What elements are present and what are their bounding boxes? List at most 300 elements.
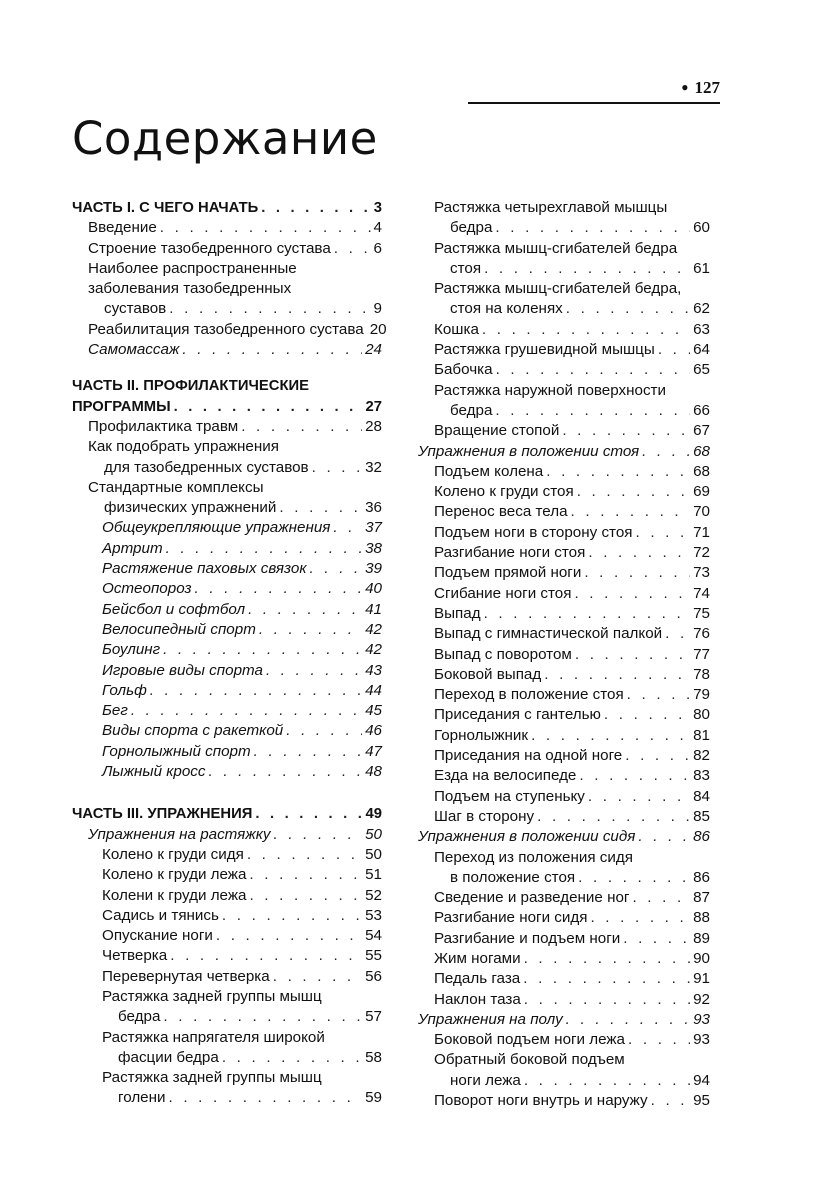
toc-entry[interactable]: [418, 239, 710, 280]
toc-leader-row: [434, 462, 710, 482]
toc-entry-line: Растяжка мышц-сгибателей бедра,: [434, 280, 682, 298]
dot-leader: [537, 807, 690, 827]
toc-entry[interactable]: [418, 624, 710, 644]
toc-column-left: [72, 198, 387, 1109]
toc-page-number: 95: [693, 1092, 710, 1110]
toc-entry[interactable]: [418, 665, 710, 685]
toc-entry-title: Профилактика травм: [88, 417, 239, 435]
toc-leader-row: [434, 1071, 710, 1091]
toc-leader-row: [434, 401, 710, 421]
toc-entry-line: Растяжка наружной поверхности: [434, 381, 666, 399]
dot-leader: [310, 559, 363, 579]
toc-entry[interactable]: [418, 1010, 710, 1030]
toc-entry[interactable]: [418, 543, 710, 563]
dot-leader: [249, 865, 362, 885]
toc-leader-row: [102, 600, 382, 620]
toc-entry[interactable]: [418, 807, 710, 827]
toc-entry-title: суставов: [104, 300, 167, 318]
toc-leader-row: [434, 766, 710, 786]
toc-page-number: 79: [693, 686, 710, 704]
dot-leader: [254, 742, 362, 762]
dot-leader: [248, 600, 362, 620]
toc-page-number: 69: [693, 483, 710, 501]
toc-entry[interactable]: [72, 701, 382, 721]
toc-entry-title: Подъем на ступеньку: [434, 787, 585, 805]
toc-page-number: 28: [365, 417, 382, 435]
toc-page-number: 67: [693, 422, 710, 440]
toc-entry-title: ПРОГРАММЫ: [72, 398, 171, 415]
toc-leader-row: [434, 259, 710, 279]
toc-entry[interactable]: [72, 437, 382, 478]
toc-leader-row: [88, 417, 382, 437]
toc-entry-title: Садись и тянись: [102, 906, 219, 924]
toc-leader-row: [434, 908, 710, 928]
dot-leader: [590, 908, 690, 928]
toc-entry-title: Упражнения в положении стоя: [418, 442, 640, 460]
toc-leader-row: [418, 827, 710, 847]
dot-leader: [636, 523, 691, 543]
toc-entry-title: Горнолыжный спорт: [102, 742, 251, 760]
toc-page-number: 94: [693, 1071, 710, 1089]
dot-leader: [334, 239, 371, 259]
toc-entry-title: Упражнения на растяжку: [88, 825, 271, 843]
toc-page-number: 36: [365, 499, 382, 517]
dot-leader: [496, 360, 691, 380]
toc-entry-title: голени: [118, 1089, 166, 1107]
toc-entry[interactable]: [72, 539, 382, 559]
dot-leader: [588, 543, 690, 563]
dot-leader: [286, 721, 362, 741]
toc-page-number: 84: [693, 787, 710, 805]
toc-page-number: 70: [693, 503, 710, 521]
toc-page-number: 3: [373, 200, 382, 216]
toc-entry[interactable]: [418, 827, 710, 847]
toc-leader-row: [434, 482, 710, 502]
toc-leader-row: [102, 518, 382, 538]
toc-entry[interactable]: [418, 482, 710, 502]
toc-page-number: 75: [693, 604, 710, 622]
toc-page-number: 64: [693, 341, 710, 359]
toc-page-number: 60: [693, 219, 710, 237]
dot-leader: [255, 804, 362, 824]
toc-leader-row: [102, 1048, 382, 1068]
toc-entry-title: Выпад с поворотом: [434, 645, 572, 663]
dot-leader: [222, 906, 362, 926]
toc-page-number: 80: [693, 706, 710, 724]
toc-leader-row: [418, 1010, 710, 1030]
toc-entry[interactable]: [418, 1050, 710, 1091]
toc-page-number: 46: [365, 722, 382, 740]
toc-entry-title: Перевернутая четверка: [102, 967, 270, 985]
toc-page-number: 45: [365, 702, 382, 720]
toc-entry-title: Колено к груди лежа: [102, 866, 247, 884]
toc-leader-row: [88, 239, 382, 259]
toc-page-number: 49: [365, 806, 382, 823]
dot-leader: [562, 421, 690, 441]
toc-entry-title: Реабилитация тазобедренного сустава: [88, 320, 364, 338]
toc-entry[interactable]: [72, 579, 382, 599]
toc-entry[interactable]: [72, 946, 382, 966]
toc-entry-title: Бабочка: [434, 361, 493, 379]
toc-page-number: 92: [693, 990, 710, 1008]
toc-page-number: 51: [365, 866, 382, 884]
toc-leader-row: [434, 685, 710, 705]
dot-leader: [160, 218, 371, 238]
dot-leader: [578, 868, 690, 888]
toc-entry-title: фасции бедра: [118, 1048, 219, 1066]
toc-entry-line: Наиболее распространенные: [88, 259, 297, 277]
toc-entry[interactable]: [72, 762, 382, 782]
dot-leader: [209, 762, 363, 782]
toc-part-heading[interactable]: [72, 804, 382, 824]
toc-leader-row: [102, 906, 382, 926]
toc-entry[interactable]: [72, 559, 382, 579]
toc-entry[interactable]: [418, 908, 710, 928]
toc-entry-title: Колени к груди лежа: [102, 886, 247, 904]
toc-page-number: 40: [365, 580, 382, 598]
toc-entry[interactable]: [72, 681, 382, 701]
dot-leader: [571, 502, 691, 522]
toc-part-heading[interactable]: [72, 198, 382, 218]
toc-page-number: 85: [693, 807, 710, 825]
toc-page-number: 55: [365, 947, 382, 965]
toc-leader-row: [88, 340, 382, 360]
toc-entry[interactable]: [418, 563, 710, 583]
toc-entry[interactable]: [418, 502, 710, 522]
toc-entry-title: Самомассаж: [88, 341, 180, 359]
toc-leader-row: [434, 787, 710, 807]
toc-entry[interactable]: [418, 523, 710, 543]
toc-entry[interactable]: [418, 1030, 710, 1050]
toc-entry[interactable]: [72, 640, 382, 660]
toc-entry-title: Жим ногами: [434, 949, 521, 967]
toc-entry[interactable]: [418, 462, 710, 482]
page-number: [681, 78, 720, 98]
toc-page-number: 27: [365, 398, 382, 415]
toc-entry[interactable]: [418, 442, 710, 462]
page-header: [468, 78, 720, 104]
dot-leader: [182, 340, 362, 360]
toc-page-number: 71: [693, 523, 710, 541]
toc-leader-row: [72, 397, 382, 417]
toc-entry[interactable]: [418, 320, 710, 340]
toc-leader-row: [434, 340, 710, 360]
toc-entry-line: Обратный боковой подъем: [434, 1051, 625, 1069]
toc-entry[interactable]: [418, 279, 710, 320]
toc-entry[interactable]: [72, 721, 382, 741]
toc-entry-line: Как подобрать упражнения: [88, 438, 279, 456]
toc-entry[interactable]: [418, 645, 710, 665]
toc-leader-row: [434, 584, 710, 604]
toc-entry[interactable]: [72, 239, 382, 259]
dot-leader: [604, 705, 690, 725]
dot-leader: [628, 1030, 690, 1050]
toc-leader-row: [434, 888, 710, 908]
toc-entry[interactable]: [72, 926, 382, 946]
toc-entry-title: стоя: [450, 259, 482, 277]
toc-leader-row: [72, 804, 382, 824]
toc-leader-row: [434, 320, 710, 340]
toc-entry-title: ноги лежа: [450, 1071, 521, 1089]
toc-entry-title: Подъем ноги в сторону стоя: [434, 523, 633, 541]
toc-page-number: 50: [365, 825, 382, 843]
toc-entry[interactable]: [72, 340, 382, 360]
toc-entry-line: Стандартные комплексы: [88, 478, 264, 496]
toc-entry[interactable]: [72, 320, 387, 340]
toc-leader-row: [434, 1030, 710, 1050]
toc-entry-title: Бейсбол и софтбол: [102, 600, 246, 618]
toc-part-heading[interactable]: [72, 376, 382, 417]
toc-entry-title: Подъем колена: [434, 462, 544, 480]
toc-entry[interactable]: [418, 746, 710, 766]
toc-entry[interactable]: [418, 848, 710, 889]
toc-entry-title: Растяжение паховых связок: [102, 560, 307, 578]
toc-leader-row: [434, 1091, 710, 1111]
dot-leader: [638, 827, 690, 847]
toc-entry[interactable]: [418, 1091, 710, 1111]
toc-entry-line: Растяжка задней группы мышц: [102, 987, 322, 1005]
toc-page-number: 91: [693, 970, 710, 988]
toc-entry-line: Растяжка напрягателя широкой: [102, 1028, 325, 1046]
toc-page-number: 37: [365, 519, 382, 537]
toc-leader-row: [434, 645, 710, 665]
toc-page-number: 81: [693, 726, 710, 744]
dot-leader: [665, 624, 690, 644]
dot-leader: [484, 259, 690, 279]
dot-leader: [523, 969, 690, 989]
toc-leader-row: [102, 721, 382, 741]
toc-entry-title: стоя на коленях: [450, 300, 563, 318]
toc-leader-row: [88, 299, 382, 319]
section-spacer: [72, 782, 382, 804]
toc-entry[interactable]: [418, 340, 710, 360]
toc-entry[interactable]: [72, 967, 382, 987]
dot-leader: [566, 299, 690, 319]
toc-entry[interactable]: [418, 705, 710, 725]
toc-entry[interactable]: [418, 604, 710, 624]
dot-leader: [273, 967, 362, 987]
toc-entry[interactable]: [72, 906, 382, 926]
toc-entry-title: Подъем прямой ноги: [434, 564, 582, 582]
toc-entry-line: Переход из положения сидя: [434, 848, 633, 866]
toc-entry-title: Артрит: [102, 539, 163, 557]
dot-leader: [482, 320, 690, 340]
toc-entry[interactable]: [72, 1068, 382, 1109]
dot-leader: [524, 990, 690, 1010]
toc-page-number: 63: [693, 320, 710, 338]
toc-leader-row: [434, 299, 710, 319]
toc-entry[interactable]: [72, 886, 382, 906]
toc-entry-title: Введение: [88, 219, 157, 237]
toc-leader-row: [434, 502, 710, 522]
toc-entry[interactable]: [72, 417, 382, 437]
toc-entry-title: Сведение и разведение ног: [434, 889, 630, 907]
toc-page-number: 83: [693, 767, 710, 785]
dot-leader: [131, 701, 362, 721]
dot-leader: [169, 1088, 363, 1108]
toc-page-number: 68: [693, 442, 710, 460]
toc-leader-row: [102, 1088, 382, 1108]
toc-leader-row: [102, 946, 382, 966]
toc-entry[interactable]: [418, 198, 710, 239]
toc-entry[interactable]: [72, 600, 382, 620]
dot-leader: [274, 825, 363, 845]
toc-leader-row: [434, 990, 710, 1010]
toc-page-number: 88: [693, 909, 710, 927]
toc-page-number: 4: [373, 219, 382, 237]
toc-leader-row: [434, 421, 710, 441]
dot-leader: [163, 640, 362, 660]
toc-entry[interactable]: [72, 620, 382, 640]
dot-leader: [495, 401, 690, 421]
toc-entry[interactable]: [418, 584, 710, 604]
toc-entry-title: Боковой выпад: [434, 665, 542, 683]
toc-entry[interactable]: [72, 742, 382, 762]
toc-leader-row: [88, 218, 382, 238]
toc-entry-title: Приседания на одной ноге: [434, 747, 623, 765]
toc-page-number: 73: [693, 564, 710, 582]
toc-page-number: 93: [693, 1031, 710, 1049]
dot-leader: [279, 498, 362, 518]
toc-column-right: [418, 198, 710, 1111]
toc-page-number: 66: [693, 401, 710, 419]
toc-entry[interactable]: [418, 381, 710, 422]
toc-leader-row: [102, 559, 382, 579]
page-title: Содержание: [72, 112, 378, 165]
dot-leader: [566, 1010, 690, 1030]
toc-entry-title: Сгибание ноги стоя: [434, 584, 572, 602]
toc-entry[interactable]: [418, 766, 710, 786]
toc-entry-line: заболевания тазобедренных: [88, 280, 292, 298]
toc-entry[interactable]: [418, 888, 710, 908]
toc-leader-row: [434, 929, 710, 949]
toc-entry-title: для тазобедренных суставов: [104, 458, 309, 476]
toc-page-number: 56: [365, 967, 382, 985]
dot-leader: [333, 518, 362, 538]
dot-leader: [495, 218, 690, 238]
toc-entry-title: Боулинг: [102, 641, 161, 659]
dot-leader: [632, 888, 690, 908]
dot-leader: [524, 1071, 690, 1091]
toc-entry[interactable]: [418, 421, 710, 441]
toc-entry[interactable]: [72, 845, 382, 865]
dot-leader: [216, 926, 362, 946]
toc-page-number: 20: [369, 320, 387, 338]
toc-entry[interactable]: [418, 685, 710, 705]
toc-entry-title: Кошка: [434, 320, 479, 338]
toc-page-number: 89: [693, 929, 710, 947]
toc-entry[interactable]: [72, 478, 382, 519]
toc-page-number: 42: [365, 641, 382, 659]
toc-entry-line: Растяжка четырехглавой мышцы: [434, 199, 668, 216]
toc-entry-title: Бег: [102, 702, 128, 720]
toc-entry[interactable]: [418, 787, 710, 807]
toc-entry[interactable]: [418, 726, 710, 746]
toc-leader-row: [102, 886, 382, 906]
toc-leader-row: [418, 442, 710, 462]
dot-leader: [261, 198, 370, 218]
toc-entry[interactable]: [72, 218, 382, 238]
toc-entry[interactable]: [418, 990, 710, 1010]
dot-leader: [484, 604, 691, 624]
section-spacer: [72, 360, 382, 376]
toc-entry[interactable]: [418, 360, 710, 380]
toc-leader-row: [102, 701, 382, 721]
toc-page-number: 72: [693, 544, 710, 562]
toc-entry-title: Колено к груди сидя: [102, 845, 244, 863]
toc-page-number: 68: [693, 462, 710, 480]
dot-leader: [150, 681, 362, 701]
toc-page-number: 74: [693, 584, 710, 602]
toc-leader-row: [434, 523, 710, 543]
dot-leader: [531, 726, 690, 746]
toc-page-number: 90: [693, 949, 710, 967]
toc-entry-title: ЧАСТЬ I. С ЧЕГО НАЧАТЬ: [72, 200, 259, 216]
toc-entry-title: Разгибание ноги сидя: [434, 909, 588, 927]
toc-page-number: 78: [693, 665, 710, 683]
toc-entry-title: Игровые виды спорта: [102, 661, 263, 679]
toc-entry-title: Велосипедный спорт: [102, 620, 256, 638]
toc-leader-row: [434, 726, 710, 746]
toc-page-number: 65: [693, 361, 710, 379]
toc-leader-row: [102, 845, 382, 865]
toc-leader-row: [102, 640, 382, 660]
bullet-icon: ●: [681, 80, 689, 94]
toc-entry[interactable]: [418, 929, 710, 949]
toc-entry[interactable]: [418, 969, 710, 989]
toc-page-number: 76: [693, 625, 710, 643]
toc-leader-row: [434, 746, 710, 766]
dot-leader: [579, 766, 690, 786]
toc-entry[interactable]: [418, 949, 710, 969]
dot-leader: [222, 1048, 362, 1068]
toc-leader-row: [434, 807, 710, 827]
toc-leader-row: [102, 620, 382, 640]
dot-leader: [241, 417, 362, 437]
toc-entry[interactable]: [72, 259, 382, 320]
toc-page-number: 54: [365, 927, 382, 945]
toc-entry[interactable]: [72, 1028, 382, 1069]
toc-entry-title: Переход в положение стоя: [434, 686, 624, 704]
toc-entry-line: Растяжка задней группы мышц: [102, 1069, 322, 1087]
dot-leader: [163, 1007, 362, 1027]
toc-page-number: 86: [693, 868, 710, 886]
toc-entry[interactable]: [72, 865, 382, 885]
toc-page-number: 9: [373, 300, 382, 318]
toc-entry-title: Вращение стопой: [434, 422, 560, 440]
toc-entry-title: Растяжка грушевидной мышцы: [434, 341, 655, 359]
toc-leader-row: [72, 198, 382, 218]
toc-page-number: 44: [365, 681, 382, 699]
toc-entry[interactable]: [72, 661, 382, 681]
dot-leader: [195, 579, 363, 599]
toc-entry[interactable]: [72, 825, 382, 845]
toc-entry[interactable]: [72, 987, 382, 1028]
toc-leader-row: [434, 868, 710, 888]
toc-entry-title: Колено к груди стоя: [434, 483, 574, 501]
toc-leader-row: [434, 949, 710, 969]
dot-leader: [577, 482, 690, 502]
dot-leader: [574, 584, 690, 604]
toc-page-number: 82: [693, 747, 710, 765]
toc-page-number: 53: [365, 906, 382, 924]
toc-entry[interactable]: [72, 518, 382, 538]
dot-leader: [524, 949, 691, 969]
toc-page-number: 87: [693, 889, 710, 907]
toc-entry-title: Наклон таза: [434, 990, 521, 1008]
toc-page-number: 58: [365, 1048, 382, 1066]
toc-page-number: 77: [693, 645, 710, 663]
